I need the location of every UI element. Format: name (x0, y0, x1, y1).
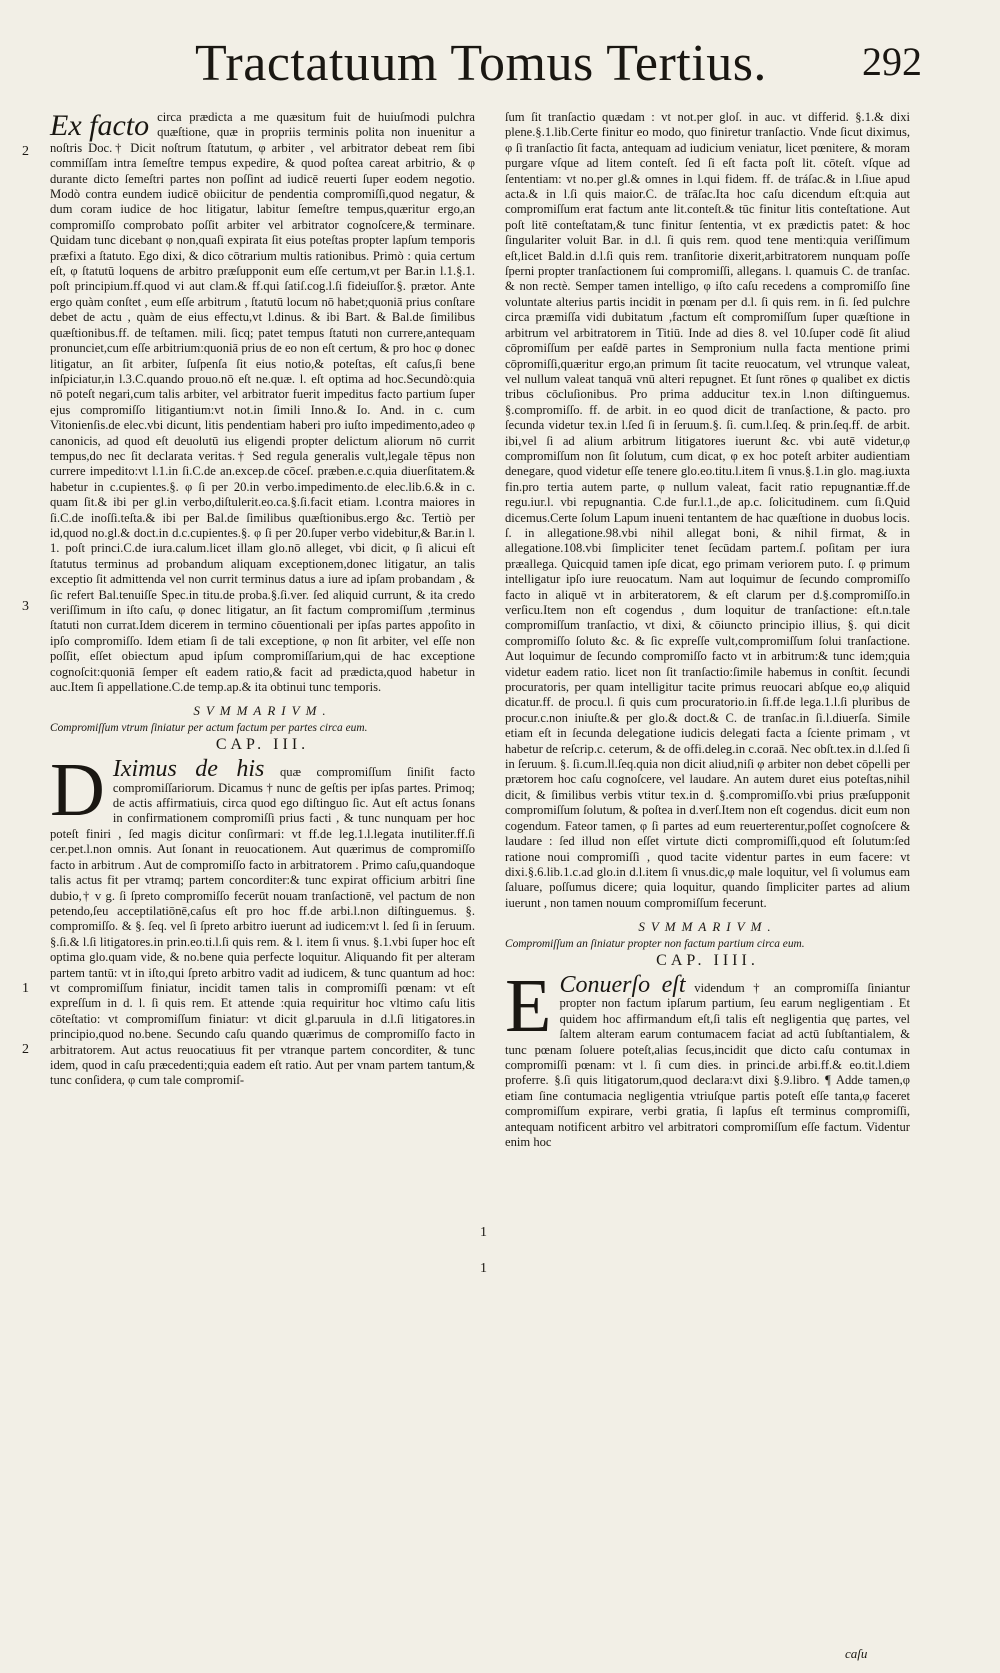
left-paragraph-2-text: quæ compromiſſum ſiniſit facto compromiſſariorum. Dicamus † nunc de geſtis per ipſas partes. Primoq; de actis affirmatiuis, circa quod ego diſtinguo ſic. Aut eſt actus ſonans in confirmationem compromiſſi prius facti , & tunc nunquam per hoc poteſt finiri , ſed magis dicitur conſirmari: vt ff.de leg.1.l.legata inutiliter.ff.ſi cer.pet.l.non omnis. Aut ſonant in reuocationem. Aut quærimus de compromiſſo facto in arbitrum . Aut de compromiſſo facto in arbitratorem . Primo caſu,quandoque talis actus fit per vtramq; partem concorditer:& tunc expirat officium arbitri ſine dubio,† v g. ſi ſpreto compromiſſo fecerūt nouam tranſactionē, vel pactum de non petendo,ſeu acceptilatiōnē,caſus eſt pro hoc ff.de arbi.l.non diſtinguemus. §. compromiſſo. & §. ſeq. vel ſi ſpreto arbitro iuerunt ad iudicem:vt l. ſed ſi in ſeruum. §.ſi.& l.ſi litigatores.in prin.eo.ti.l.ſi quis rem. & l. item ſi vnus. §.1.vbi ſuper hoc eſt optima glo.quam vide, & no.bene quia perfecte loquitur. Aliquando fit per alteram partem tantū: vt in iſto,qui ſpreto arbitro vadit ad iudicem, & tunc quantum ad hoc: vt compromiſſum finiatur, incidit tamen talis in compromiſſi pœnam: vt eſt expreſſum in d. l. ſi quis rem. Et attende :quia requiritur hoc vltimo caſu litis cōteſtatio: vt compromiſſum finiatur: vt dicit gl.paruula in d.l.ſi litigatores.in principio,quod no.bene. Secundo caſu quando quærimus de compromiſſo facto in arbitratorem. Aut actus reuocatiuus fit per vtranque partem concorditer, & tunc idem, quod in caſu præcedenti;quia eadem eſt ratio. Aut per vnam partem tantum,& tunc conſidera, φ cum tale compromiſ- (50, 765, 475, 1088)
left-paragraph-1-text: circa prædicta a me quæsitum fuit de huiuſmodi pulchra quæſtione, quæ in propriis terminis polita non inuenitur a noſtris Doc.† Dicit noſtrum ſtatutum, φ arbiter , vel arbitrator debeat rem ſibi commiſſam intra ſemeſtre tempus expedire, & quod poſtea careat arbitrio, & φ durante dicto ſemeſtri partes non poſſint ad iudicē reuerti ſuper eodem negotio. Modò contra eundem iudicē obiicitur de pendentia compromiſſi,quod negatur, & dum coram iudice de hoc litigatur, labitur ſemeſtre tempus,quæritur ergo,an compromiſſo comprobato poſſit arbiter vel arbitrator cognoſcere,& terminare. Quidam tunc dicebant φ non,quaſi expirata ſit eius poteſtas propter lapſum temporis præfixi a ſtatuto. Ego dixi, & dico cōtrarium multis rationibus. Primò : quia certum eſt, φ ſtatutū loquens de arbitro præſupponit eum eſſe certum,vt per Bar.in l.1.§.1. poſt principium.ff.quod vi aut clam.& ff.qui ſatiſ.cog.l.ſi fideiuſſor.§. prætor. Ante ergo quàm conſtet , eum eſſe arbitrum , ſtatutū locum nō habet;quoniā prius conſtare debet de actu , quàm de eius effectu,vt l.dinus. & ibi Bart. & Bal.de ſimilibus quæſtionibus.ff. de teſtamen. mili. ſicq; patet tempus ſtatuti non currere,antequam pronunciet,cum eſſe arbitrium:quoniā prius de eo non eſt certum, & pro hoc φ donec litigatur, an ſit arbiter, ſuſpenſa ſit eius notio,& poteſtas, eſt caſus,ſi bene inſpiciatur,in l.3.C.quando prouo.nō eſt ne.quæ. l. eſt optima ad hoc.Secundò:quia nō poteſt negari,cum talis arbiter, vel arbitrator fuerit impeditus facto partium ſuper ejus compromiſſo litigantium:vt not.in ſimili Inno.& Io. And. in c. cum Vitonienſis.de elec.vbi dicunt, litis pendentiam haberi pro iuſto impedimento,adeo φ canonicis, ad quod eſt deuolutū ius eligendi propter delictum aliorum nō currit tempus,do nec ſit declarata veritas.† Sed regula generalis vult,legale tēpus non currere impedito:vt l.1.in ſi.C.de an.excep.de cōceſ. præben.e.c.quia diuerſitatem.& habetur in c.cupientes.§. φ ſi per 20.in verbo.impedimento.de elec.lib.6.& in c. quam ſit.& ibi per gl.in verbo,diſtulerit.eo.ca.§.ſi.facit etiam. l.contra maiores in ſi.C.de inoſſi.teſta.& ibi per Bal.de ſimilibus quæſtionibus.ergo &c. Tertiò per id,quod no.gl.& doct.in d.c.cupientes.§. φ ſi per 20.ſuper verbo videbitur,& Bar.in l. 1. poſt princi.C.de iura.calum.licet illam glo.nō alleget, vbi dicit, φ ſi alicui eſt ſtatutus terminus ad probandum aliquam exceptionem,donec litigatur, an talis exceptio ſit admittenda vel non currit terminus datus a iure ad ipſam probandam , & ſic refert Bal.tenuiſſe Spec.in titu.de proba.§.ſi.ver. ſed aliquid currunt, & ita credo veriſſimum in iſto caſu, φ donec litigatur, an ſit factum compromiſſum ,terminus ſtatuti non currat.Idem dicerem in termino cōuentionali per ipſas partes appoſito in ipſo compromiſſo. Idem etiam ſi de tali exceptione, φ non ſit arbiter, vel eſſe non poſſit, eſſet obiectum apud ipſum compromiſſarium,qui de hac exceptione cognoſcit:quoniā ſemper eſt eadem ratio,& facit ad prædicta,quod habetur in auc.Item ſi appellatione.C.de temp.ap.& ita obtinui tunc temporis. (50, 110, 475, 695)
summarium-text: Compromiſſum an ſiniatur propter non factum partium circa eum. (505, 937, 805, 950)
chapter-heading: CAP. IIII. (656, 951, 759, 969)
page-header (0, 28, 1000, 98)
chapter-lead-words: Iximus de his (112, 756, 265, 783)
folio-number: 292 (862, 39, 922, 84)
running-title: Tractatuum Tomus Tertius. (195, 35, 767, 92)
left-paragraph-1 (50, 110, 475, 695)
right-paragraph-1: ſum ſit tranſactio quædam : vt not.per gloſ. in auc. vt differid. §.1.& dixi plene.§.1.lib.Certe finitur eo modo, quo finiretur tranſactio. Vnde ſicut diximus, φ ſi tranſactio ſit facta, antequam ad iudicium veniatur, licet pœnitere, & moram purgare vſque ad litem conteſt. ſed ſi eſt facta poſt lit. cōteſt. vſque ad ſententiam: vt no.per gl.& omnes in l.qui fidem. ff. de tráſac.& in l.ſiue apud acta.& in l.ſi quis maior.C. de trāſac.Ita hoc caſu dicendum eſt:quia aut compromiſſum erat factum ante lit.conteſt.& tūc finitur litis conteſtatione. Aut poſt litē conteſtatam,& tunc finitur ſententia, vt ex prædictis patet: & hoc ſingulariter voluit Bar. in d.l. ſi quis rem. quod tene menti:quia veriſſimum eſt,licet Bald.in d.l.ſi quis rem. tranſitorie dixerit,arbitratorem nunquam poſſe ſperni propter tranſactionem ſui compromiſſi, allegans. l. quamuis C. de tranſac. & non rectè. Semper tamen intelligo, φ iſto caſu recedens a compromiſſo ſine voluntate alterius partis incidit in pœnam per d.l. ſi quis rem. in ſi. ſed pulchre circa præmiſſa vidi dubitatum ,factum eſt compromiſſum ſuper quæſtione in arbitrum vel arbitratorem in Titiū. Inde ad dies 8. vel 10.ſuper codē ſit aliud cōpromiſſum per eaſdē partes in Sempronium nulla facta mentione primi cōpromiſſi,quæritur ergo,an primum ſit tacite reuocatum, vel vtrunque valeat, vel nullum valeat tanquā vnū alteri repugnet. Et ſunt rōnes φ qualibet ex dictis tribus cōcluſionibus. Pro prima adducitur tex.in l.non diſtinguemus. §.compromiſſo. ff. de arbit. in eo quod dicit de tranſactione, & pacto. pro ſecunda videtur tex.in l.ſed ſi in ſeruum.§. ſi. cum.l.ſeq. & prin.ſeq.ff. de arbit. ibi,vel ſi ad alium arbitrum litigatores iuerunt &c. vbi autē videtur,φ compromiſſum non ſit ſolutum, cum dicat, φ ex hoc poteſt arbiter audientiam denegare, quod videtur eſſe tenere glo.eo.titu.l.item ſi vnus.§.1.in glo. mag.iuxta fin.pro tertia autem parte, φ nullum valeat, facit ratio repugnantiæ.ff.de regu.iur.l. vbi repugnantia. C.de fur.l.1.,de ap.c. ſolicitudinem. cum ſi.Quid dicemus.Certe ſolum Lapum inueni tentantem de hac quæſtione in duobus locis. ſ. in allegatione.98.vbi nihil allegat boni, & nihil firmat, & in allegatione.108.vbi ſimpliciter tenet ſecūdam partem.ſ. poſitam per iura præallega. Quicquid tamen ipſe dicat, ego primam veriorem puto. ſ. φ primum intelligatur ipſo iure reuocatum. Nam aut loquimur de ſecundo compromiſſo facto in aliquē vt in arbiteratorem, & eſt clarum per d.§.compromiſſo.in verſicu.Item non eſt cogendus , dum loquitur de tranſactione: eſt.n.tale compromiſſum tranſactio, vt dixi, & cōiuncto principio illius, §. qui dicit compromiſſo ſoluto &c. & ſic expreſſe vult,compromiſſum ſolui tranſactione. Aut loquimur de ſecundo compromiſſo facto vt in arbitrum:& tunc idem;quia videtur eadem ratio. licet non ſit tranſactio:ſimile habemus in conſtit. ſecundi procuratoris, per quam intelligitur tacite primus reuocari abſque eo,φ aliquid dicatur.ff. de procu.l. ſi quis cum procuratorio.in ſi.ff.de lega.1.l.ſi pluribus de procur.c.non iniuſte.& per glo.& doct.& C. de tranſac.in ſi.l.diuerſa. Simile etiam eſt in ſecunda delegatione iudicis delegati facta a ſciente primam , vt habetur de reſcrip.c. ceterum, & de offi.deleg.in c.coraā. Nec obſt.tex.in d.l.ſed ſi in ſeruum. §. ſi.cum.ll.ſeq.quia non dicit aliud,niſi φ arbiter non debet cōpelli per prætorem hoc caſu cognoſcere, vel laudare. An autem duret eius poteſtas,nihil dicit, & ſimilibus verbis vtitur tex.in d. §.compromiſſo.vbi prius præſupponit compromiſſum ſolutum, & poſtea in d.verſ.Item non eſt cogendus. dicit eum non cogendum. Fateor tamen, φ ſi partes ad eum reuerterentur,poſſet cognoſcere & laudare : ſed illud non eſſet virtute dicti compromiſſi,quod eſt ſolutum:ſed ratione noui compromiſſi , quod tacite videntur partes in eum facere: vt dixi.§.6.lib.1.c.ad glo.in d.l.item ſi vnus.dic,φ male loquitur, vel ſi volumus eam ſaluare, poſſumus dicere; quia loquitur, quando ſimpliciter partes ad alium iuerunt , non tamen nouum compromiſſum fecerunt. (505, 110, 910, 910)
left-column (50, 110, 475, 1091)
right-column (505, 110, 910, 1152)
dropcap-letter: E (505, 963, 552, 1048)
marginal-number: 1 (22, 981, 29, 996)
dropcap-letter: D (50, 748, 105, 833)
chapter-lead-words: Conuerſo eſt (559, 971, 686, 998)
marginal-number: 3 (22, 599, 29, 614)
left-paragraph-2 (50, 748, 475, 1089)
chapter-heading: CAP. III. (215, 735, 310, 753)
summarium-heading: SVMMARIVM. (193, 703, 332, 719)
right-paragraph-2 (505, 963, 911, 1150)
marginal-number: 2 (22, 144, 29, 159)
opening-words: Ex facto (50, 109, 150, 142)
marginal-number: 1 (480, 1261, 487, 1276)
summarium-heading: SVMMARIVM. (638, 919, 777, 935)
marginal-number: 1 (480, 1225, 487, 1240)
marginal-number: 2 (22, 1042, 29, 1057)
right-paragraph-2-text: videndum † an compromiſſa ſiniantur propter non factum ipſarum partium, ſeu earum negligentiam . Et quidem hoc affirmandum eſt,ſi talis eſt negligentia quę partes, vel ſaltem alteram earum contumacem faciat ad actū ſubſtantialem, & tunc pœnam ſoluere poteſt,alias ſecus,incidit que dicto caſu contumax in compromiſſi pœnam: vt l. ſi cum dies. in princi.de arbi.ff.& eo.tit.l.diem proferre. §.ſi quis litigatorum,quod declara:vt dixi §.9.libro. ¶ Adde tamen,φ etiam ſine contumacia negligentia vtriuſque partis poteſt eſſe tanta,φ faceret compromiſſum expirare, verbi gratia, ſi lapſus eſt terminus compromiſſi, antequam notificent arbitro vel arbitratori compromiſſum eſſe factum. Videntur enim hoc (505, 980, 911, 1149)
summarium-text: Compromiſſum vtrum ſiniatur per actum factum per partes circa eum. (50, 721, 368, 734)
catchword: caſu (845, 1646, 868, 1661)
